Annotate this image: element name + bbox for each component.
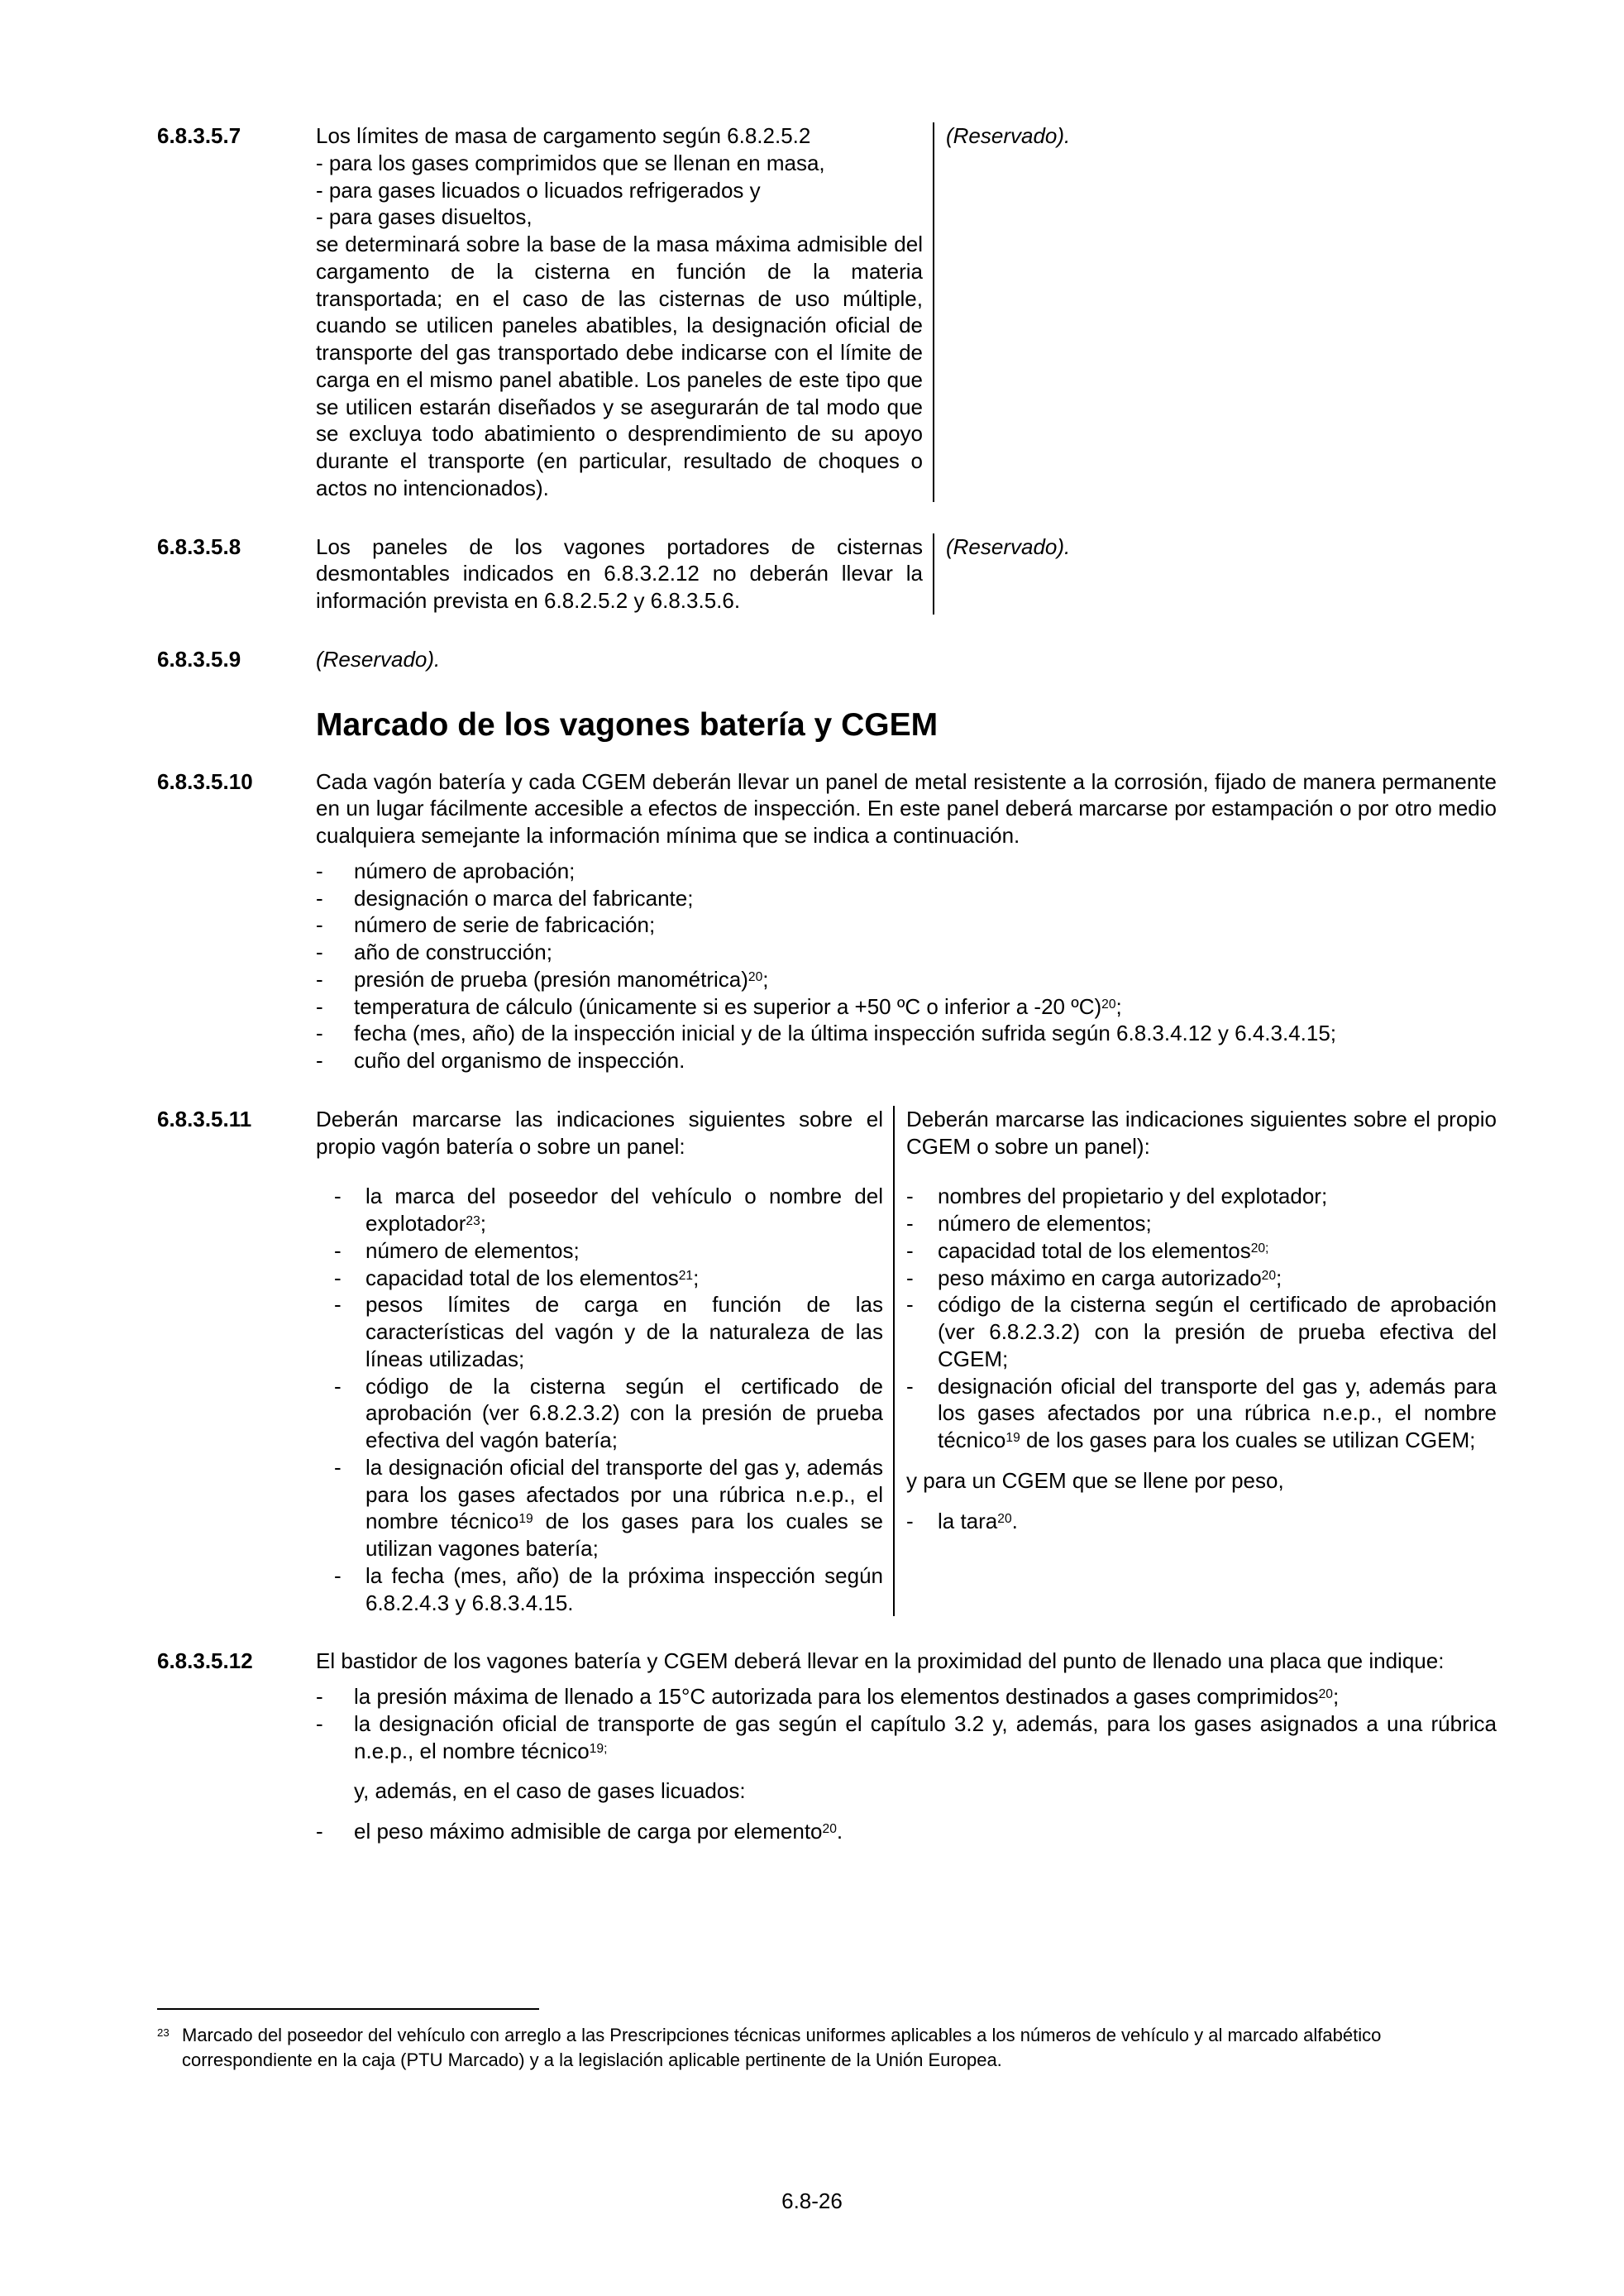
text-segment: ;	[1276, 1265, 1282, 1290]
list-dash: -	[906, 1184, 914, 1209]
paragraph: Deberán marcarse las indicaciones siguientes sobre el propio vagón batería o sobre un panel:	[316, 1106, 883, 1159]
list-item	[316, 993, 1497, 1021]
paragraph: - para los gases comprimidos que se llenan en masa,	[316, 150, 825, 175]
paragraph: Deberán marcarse las indicaciones siguientes sobre el propio CGEM o sobre un panel):	[906, 1106, 1497, 1159]
text-segment: la fecha (mes, año) de la próxima inspección según 6.8.2.4.3 y 6.8.3.4.15.	[365, 1562, 883, 1615]
list-item	[316, 1454, 883, 1562]
paragraph: - para gases licuados o licuados refrigerados y	[316, 177, 761, 203]
text-segment: .	[836, 1819, 843, 1844]
list-item-text	[354, 939, 1497, 966]
section-6-8-3-5-11	[157, 1106, 1497, 1617]
reserved-note: (Reservado).	[316, 646, 441, 672]
list-item	[316, 1020, 1497, 1047]
text-segment: capacidad total de los elementos	[365, 1265, 679, 1290]
text-segment: ;	[1332, 1684, 1340, 1710]
list-dash: -	[334, 1562, 342, 1588]
list-dash: -	[316, 1684, 323, 1710]
list-item-text	[354, 911, 1497, 939]
list-item-text	[354, 885, 1497, 912]
footnote-ref: 21	[678, 1268, 694, 1283]
text-segment: temperatura de cálculo (únicamente si es superior a +50 ºC o inferior a -20 ºC)	[354, 993, 1102, 1019]
list-item	[316, 1373, 883, 1454]
text-segment: de los gases para los cuales se utilizan vagones batería;	[365, 1509, 883, 1562]
text-segment: presión de prueba (presión manométrica)	[354, 966, 748, 992]
text-segment: código de la cisterna según el certificado de aprobación (ver 6.8.2.3.2) con la presión de prueba efectiva del vagón batería;	[365, 1373, 883, 1453]
list-item	[316, 911, 1497, 939]
list-item	[316, 1047, 1497, 1074]
footnote-divider	[157, 2008, 539, 2010]
list-item	[316, 858, 1497, 885]
list-item	[316, 885, 1497, 912]
list-item-text	[938, 1373, 1497, 1454]
text-segment: código de la cisterna según el certificado de aprobación (ver 6.8.2.3.2) con la presión de prueba efectiva del CGEM;	[938, 1292, 1497, 1371]
section-6-8-3-5-7	[157, 122, 1497, 502]
dash-list	[316, 858, 1497, 1074]
list-item-text	[354, 966, 1497, 993]
footnote-ref: 20	[1318, 1687, 1333, 1702]
list-item-text	[354, 1818, 1497, 1845]
list-dash: -	[334, 1237, 342, 1263]
list-item	[906, 1291, 1497, 1372]
list-dash: -	[906, 1292, 914, 1318]
paragraph: - para gases disueltos,	[316, 204, 533, 230]
list-item	[316, 1818, 1497, 1845]
text-segment: la marca del poseedor del vehículo o nombre del explotador	[365, 1184, 883, 1236]
list-item-text	[365, 1265, 883, 1292]
list-item	[316, 1183, 883, 1237]
footnote-ref: 20	[1261, 1268, 1277, 1283]
footnote-ref: 20	[997, 1511, 1012, 1526]
list-item	[906, 1183, 1497, 1210]
section-body	[316, 1648, 1497, 1845]
text-segment: el peso máximo admisible de carga por elemento	[354, 1819, 823, 1844]
list-item-text	[938, 1508, 1497, 1535]
text-segment: ;	[762, 966, 769, 992]
list-item-text	[365, 1183, 883, 1237]
list-item-text	[354, 1683, 1497, 1710]
list-item-text	[938, 1210, 1497, 1237]
text-segment: año de construcción;	[354, 940, 552, 965]
paragraph: se determinará sobre la base de la masa máxima admisible del cargamento de la cisterna en función de la materia transportada; en el caso de las cisternas de uso múltiple, cuando se utilicen paneles abatibles, la designación oficial de transporte del gas transportado debe indicarse con el límite de carga en el mismo panel abatible. Los paneles de este tipo que se utilicen estarán diseñados y se asegurarán de tal modo que se excluya todo abatimiento o desprendimiento de su apoyo durante el transporte (en particular, resultado de choques o actos no intencionados).	[316, 232, 923, 500]
text-segment: la designación oficial de transporte de gas según el capítulo 3.2 y, además, para los gases asignados a una rúbrica n.e.p., el nombre técnico	[354, 1710, 1497, 1763]
footnote-area	[157, 2008, 1497, 2072]
section-number: 6.8.3.5.10	[157, 768, 253, 794]
list-item-text	[354, 993, 1497, 1021]
list-item-text	[365, 1291, 883, 1372]
footnote	[157, 2023, 1497, 2072]
paragraph: Los paneles de los vagones portadores de cisternas desmontables indicados en 6.8.3.2.12 no deberán llevar la información prevista en 6.8.2.5.2 y 6.8.3.5.6.	[316, 533, 923, 613]
text-segment: .	[1011, 1508, 1018, 1533]
text-segment: pesos límites de carga en función de las características del vagón y de la naturaleza de las líneas utilizadas;	[365, 1292, 883, 1371]
section-number: 6.8.3.5.11	[157, 1106, 252, 1131]
text-segment: designación o marca del fabricante;	[354, 885, 694, 911]
footnote-ref: 19	[1005, 1431, 1020, 1446]
subsection-heading: Marcado de los vagones batería y CGEM	[316, 706, 939, 743]
list-dash: -	[316, 966, 323, 992]
list-dash: -	[316, 858, 323, 883]
list-dash: -	[316, 1021, 323, 1046]
section-number: 6.8.3.5.12	[157, 1648, 253, 1674]
left-column	[316, 533, 934, 615]
list-item	[316, 1562, 883, 1617]
text-segment: designación oficial del transporte del gas y, además para los gases afectados por una rúbrica n.e.p., el nombre técnico	[938, 1373, 1497, 1453]
section-number: 6.8.3.5.9	[157, 646, 241, 672]
list-item	[316, 1265, 883, 1292]
list-dash: -	[316, 1048, 323, 1074]
list-item	[906, 1373, 1497, 1454]
text-segment: ;	[693, 1265, 700, 1290]
list-dash: -	[906, 1508, 914, 1533]
list-item	[316, 1291, 883, 1372]
footnote-ref: 20	[1101, 997, 1116, 1012]
footnote-ref: 19	[518, 1512, 533, 1527]
section-6-8-3-5-12	[157, 1648, 1497, 1845]
list-dash: -	[316, 1710, 323, 1736]
list-dash: -	[334, 1373, 342, 1399]
list-item-text	[354, 1710, 1497, 1765]
section-6-8-3-5-9	[157, 646, 1497, 673]
text-segment: la designación oficial del transporte del gas y, además para los gases afectados por una rúbrica n.e.p., el nombre técnico	[365, 1454, 883, 1534]
footnote-ref: 23	[157, 2026, 170, 2040]
dash-list	[316, 1818, 1497, 1845]
two-column-block	[316, 1106, 1497, 1617]
text-segment: capacidad total de los elementos	[938, 1237, 1251, 1263]
text-segment: fecha (mes, año) de la inspección inicial y de la última inspección sufrida según 6.8.3.4.12 y 6.4.3.4.15;	[354, 1021, 1337, 1046]
right-column	[934, 122, 1497, 502]
footnote-ref: 23	[466, 1214, 480, 1229]
footnote-text: Marcado del poseedor del vehículo con arreglo a las Prescripciones técnicas uniformes aplicables a los números de vehículo y al marcado alfabético correspondiente en la caja (PTU Marcado) y a la legislación aplicable pertinente de la Unión Europea.	[182, 2025, 1382, 2070]
left-column	[316, 122, 934, 502]
text-segment: de los gases para los cuales se utilizan CGEM;	[1020, 1428, 1476, 1453]
footnote-ref: 20	[822, 1822, 837, 1837]
text-segment: número de elementos;	[938, 1211, 1152, 1236]
text-segment: número de aprobación;	[354, 858, 576, 883]
list-dash: -	[316, 1819, 323, 1844]
list-item	[906, 1265, 1497, 1292]
list-item-text	[365, 1373, 883, 1454]
list-item-text	[938, 1183, 1497, 1210]
text-segment: nombres del propietario y del explotador;	[938, 1184, 1328, 1209]
footnote-ref: 19;	[589, 1741, 608, 1756]
list-item-text	[365, 1562, 883, 1617]
section-number: 6.8.3.5.7	[157, 123, 241, 148]
section-6-8-3-5-8	[157, 533, 1497, 615]
paragraph: El bastidor de los vagones batería y CGEM deberá llevar en la proximidad del punto de llenado una placa que indique:	[316, 1648, 1445, 1674]
section-body	[316, 768, 1497, 1074]
list-item	[906, 1237, 1497, 1265]
text-segment: la tara	[938, 1508, 998, 1533]
list-item-text	[354, 858, 1497, 885]
text-segment: la presión máxima de llenado a 15°C autorizada para los elementos destinados a gases comprimidos	[354, 1684, 1319, 1710]
text-segment: número de elementos;	[365, 1237, 580, 1263]
paragraph: Cada vagón batería y cada CGEM deberán llevar un panel de metal resistente a la corrosión, fijado de manera permanente en un lugar fácilmente accesible a efectos de inspección. En este panel deberá marcarse por estampación o por otro medio cualquiera semejante la información mínima que se indica a continuación.	[316, 768, 1497, 849]
two-column-block	[316, 122, 1497, 502]
list-item-text	[365, 1237, 883, 1265]
reserved-note: (Reservado).	[946, 533, 1071, 559]
section-body	[316, 646, 1497, 673]
footnote-ref: 20	[748, 969, 763, 984]
right-column	[934, 533, 1497, 615]
list-dash: -	[906, 1211, 914, 1236]
list-dash: -	[316, 993, 323, 1019]
list-item	[316, 1237, 883, 1265]
right-column	[895, 1106, 1497, 1617]
list-dash: -	[334, 1454, 342, 1480]
list-item-text	[938, 1237, 1497, 1265]
text-segment: ;	[1115, 993, 1122, 1019]
section-body	[316, 533, 1497, 615]
list-dash: -	[906, 1237, 914, 1263]
list-item-text	[938, 1265, 1497, 1292]
list-item-text	[938, 1291, 1497, 1372]
paragraph: y para un CGEM que se llene por peso,	[906, 1467, 1284, 1493]
list-item	[316, 939, 1497, 966]
text-segment: ;	[480, 1211, 487, 1236]
section-number: 6.8.3.5.8	[157, 533, 241, 559]
list-item	[316, 966, 1497, 993]
paragraph: Los límites de masa de cargamento según 6.8.2.5.2	[316, 123, 811, 148]
list-dash: -	[316, 940, 323, 965]
text-segment: número de serie de fabricación;	[354, 912, 656, 938]
list-item	[316, 1683, 1497, 1710]
list-item-text	[354, 1020, 1497, 1047]
two-column-block	[316, 533, 1497, 615]
list-item	[906, 1508, 1497, 1535]
section-6-8-3-5-10	[157, 768, 1497, 1074]
list-dash: -	[334, 1292, 342, 1318]
paragraph: y, además, en el caso de gases licuados:	[354, 1778, 746, 1804]
dash-list	[316, 1683, 1497, 1764]
list-dash: -	[906, 1265, 914, 1290]
page-number: 6.8-26	[781, 2188, 843, 2214]
text-segment: peso máximo en carga autorizado	[938, 1265, 1262, 1290]
list-dash: -	[906, 1373, 914, 1399]
list-dash: -	[334, 1184, 342, 1209]
reserved-note: (Reservado).	[946, 123, 1071, 148]
left-column	[316, 1106, 895, 1617]
footnote-ref: 20;	[1250, 1241, 1269, 1256]
text-segment: cuño del organismo de inspección.	[354, 1048, 685, 1074]
footnote-ref-container	[157, 2023, 182, 2072]
section-body	[316, 122, 1497, 502]
list-dash: -	[316, 885, 323, 911]
list-dash: -	[334, 1265, 342, 1290]
list-item-text	[365, 1454, 883, 1562]
list-item	[906, 1210, 1497, 1237]
list-dash: -	[316, 912, 323, 938]
list-item	[316, 1710, 1497, 1765]
list-item-text	[354, 1047, 1497, 1074]
section-body	[316, 1106, 1497, 1617]
